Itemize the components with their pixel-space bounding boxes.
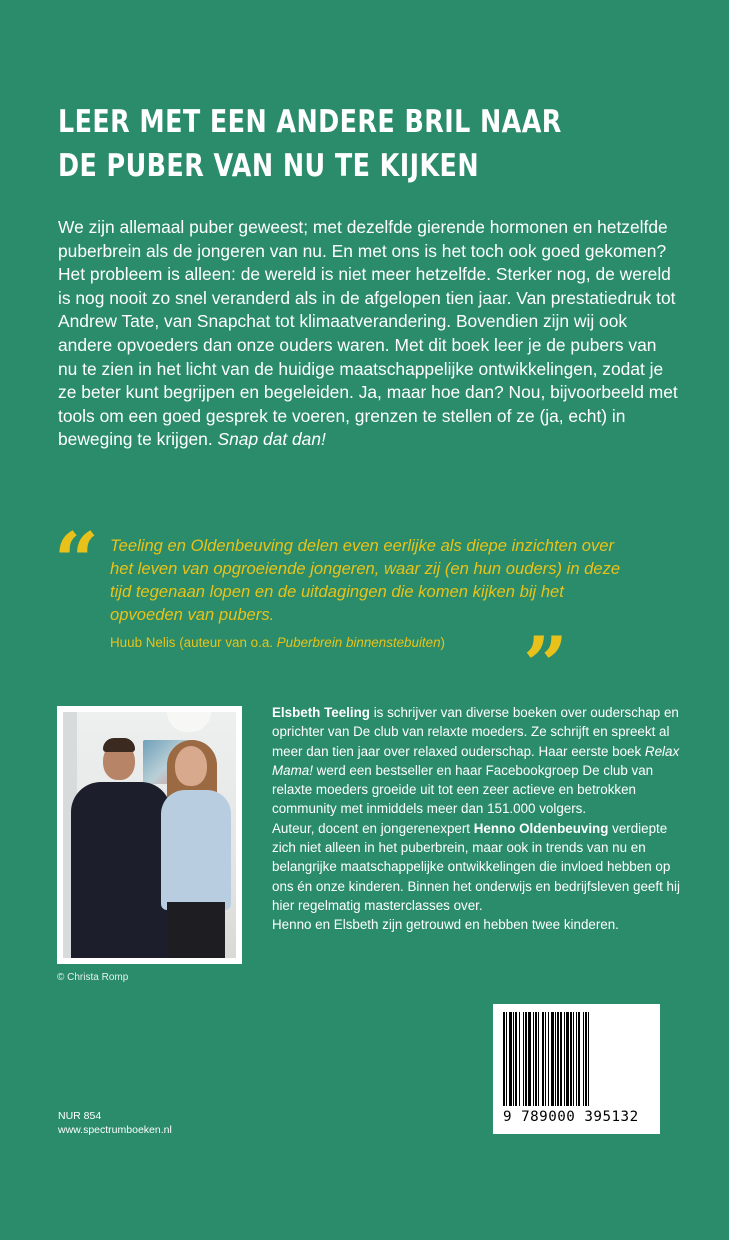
attribution-suffix: ) bbox=[440, 635, 446, 650]
quote-close-icon: ” bbox=[523, 620, 568, 711]
barcode-bar bbox=[589, 1012, 591, 1106]
blurb-text bbox=[58, 216, 678, 452]
author1-name: Elsbeth Teeling bbox=[272, 705, 370, 720]
quote-open-icon: “ bbox=[54, 516, 99, 607]
author-photo-image bbox=[63, 712, 236, 958]
bio-paragraph-3: Henno en Elsbeth zijn getrouwd en hebben twee kinderen. bbox=[272, 917, 619, 933]
photo-credit: © Christa Romp bbox=[57, 972, 129, 983]
blurb-paragraph: We zijn allemaal puber geweest; met dezelfde gierende hormonen en hetzelfde puberbrein als de jongeren van nu. En met ons is het toch ook goed gekomen? Het probleem is alleen: de wereld is niet meer hetzelfde. Sterker nog, de wereld is nog nooit zo snel veranderd als in de afgelopen tien jaar. Van prestatiedruk tot Andrew Tate, van Snapchat tot klimaatverandering. Bovendien zijn wij ook andere opvoeders dan onze ouders waren. Met dit boek leer je de pubers van nu te zien in het licht van de huidige maatschappelijke ontwikkelingen, zodat je ze beter kunt begrijpen en begeleiden. Ja, maar hoe dan? Nou, bijvoorbeeld met tools om een goed gesprek te voeren, grenzen te stellen of ze (ja, echt) in beweging te krijgen. bbox=[58, 217, 678, 450]
bio-paragraph-2: Auteur, docent en jongerenexpert Henno Oldenbeuving verdiepte zich niet alleen in het puberbrein, maar ook in trends van nu en belangrijke maatschappelijke ontwikkelingen die invloed hebben op ons én onze kinderen. Binnen het onderwijs en bedrijfsleven geeft hij hier regelmatig masterclasses over. bbox=[272, 820, 680, 913]
author-bio bbox=[272, 703, 682, 935]
book-title: Relax Mama! bbox=[272, 743, 680, 778]
headline bbox=[58, 100, 566, 188]
author-photo bbox=[57, 706, 242, 964]
barcode bbox=[493, 1004, 660, 1134]
headline-line-1: LEER MET EEN ANDERE BRIL NAAR bbox=[58, 104, 562, 140]
bio-paragraph-1: Elsbeth Teeling is schrijver van diverse boeken over ouderschap en oprichter van De club van relaxte moeders. Ze schrijft en spreekt al meer dan tien jaar over relaxed ouderschap. Haar eerste boek Relax Mama! werd een bestseller en haar Facebookgroep De club van relaxte moeders groeide uit tot een zeer actieve en betrokken community met inmiddels meer dan 151.000 volgers. bbox=[272, 705, 680, 817]
barcode-number: 9 789000 395132 bbox=[503, 1109, 639, 1125]
review-quote: Teeling en Oldenbeuving delen even eerlijke als diepe inzichten over het leven van opgroeiende jongeren, waar zij (en hun ouders) in deze tijd tegenaan lopen en de uitdagingen die komen kijken bij het opvoeden van pubers. bbox=[110, 536, 621, 624]
footer bbox=[58, 1109, 172, 1137]
quote-attribution bbox=[110, 634, 550, 652]
author2-name: Henno Oldenbeuving bbox=[473, 820, 609, 836]
blurb-closing: Snap dat dan! bbox=[217, 429, 326, 450]
barcode-bars bbox=[503, 1012, 650, 1106]
headline-line-2: DE PUBER VAN NU TE KIJKEN bbox=[58, 148, 480, 184]
attribution-prefix: Huub Nelis (auteur van o.a. bbox=[110, 635, 274, 650]
nur-code: NUR 854 bbox=[58, 1110, 102, 1122]
publisher-website[interactable]: www.spectrumboeken.nl bbox=[58, 1124, 172, 1136]
attribution-book-title: Puberbrein binnenstebuiten bbox=[276, 635, 441, 650]
